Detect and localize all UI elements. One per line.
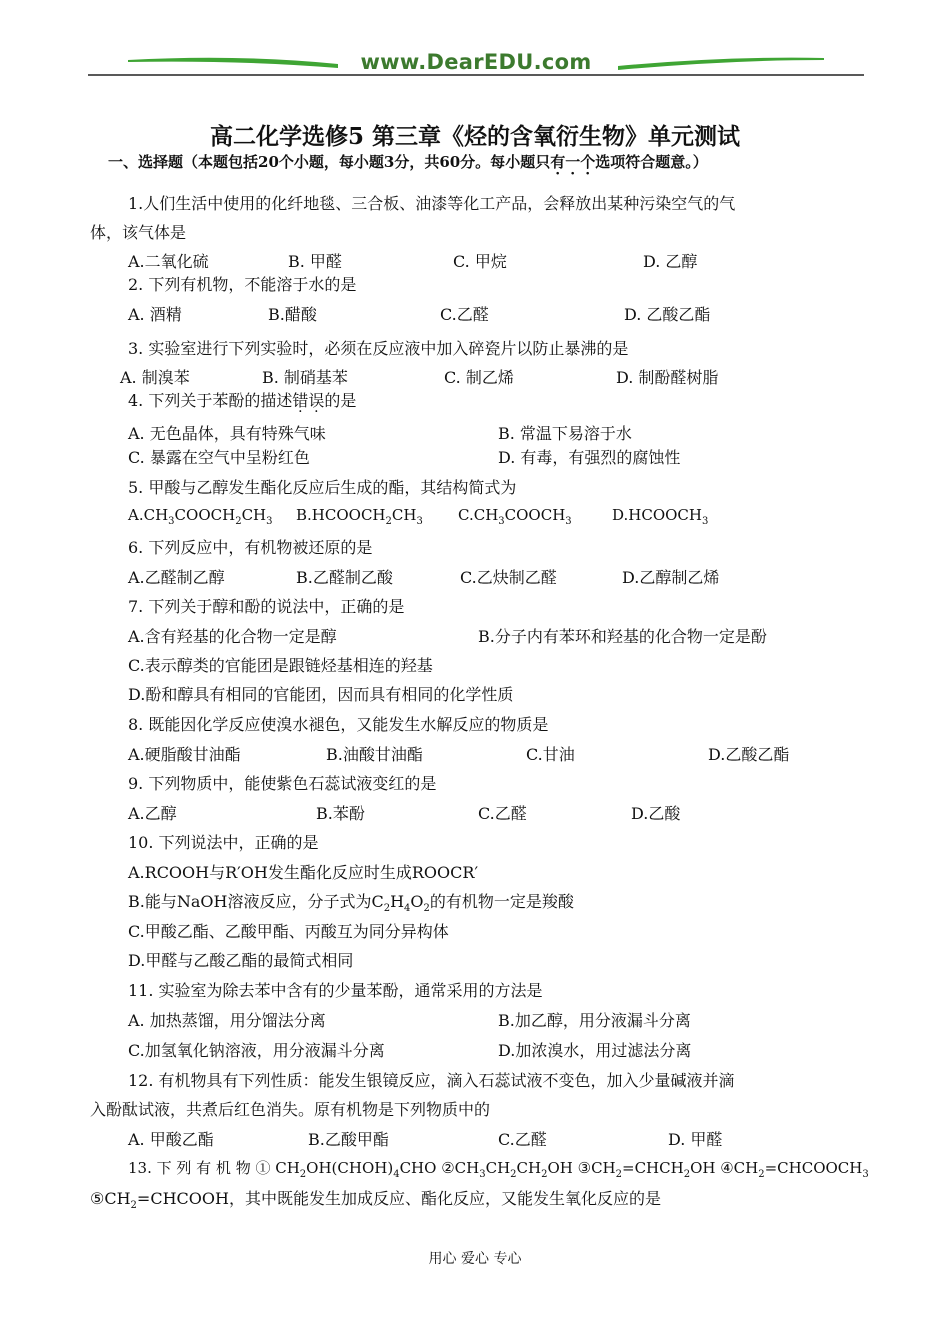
option: C. 暴露在空气中呈粉红色 — [128, 448, 310, 467]
question-3-stem: 3. 实验室进行下列实验时，必须在反应液中加入碎瓷片以防止暴沸的是 — [128, 339, 629, 358]
option: B.醋酸 — [268, 305, 317, 324]
option: B. 常温下易溶于水 — [498, 424, 632, 443]
option: C.乙醛 — [498, 1130, 547, 1149]
option: B. 制硝基苯 — [262, 368, 348, 387]
question-7-option-c: C.表示醇类的官能团是跟链烃基相连的羟基 — [128, 656, 433, 675]
option: B.分子内有苯环和羟基的化合物一定是酚 — [478, 627, 767, 646]
option: D.加浓溴水，用过滤法分离 — [498, 1041, 692, 1060]
option: A. 无色晶体，具有特殊气味 — [128, 424, 326, 443]
option: C.甘油 — [526, 745, 575, 764]
option: A.乙醛制乙醇 — [128, 568, 225, 587]
option: A.乙醇 — [128, 804, 177, 823]
page-header — [88, 48, 864, 80]
question-6-stem: 6. 下列反应中，有机物被还原的是 — [128, 538, 373, 557]
option: B. 甲醛 — [288, 252, 342, 271]
option: C.乙醛 — [478, 804, 527, 823]
question-12-line-2: 入酚酞试液，共煮后红色消失。原有机物是下列物质中的 — [90, 1100, 491, 1119]
option: A. 酒精 — [128, 305, 182, 324]
option: C. 甲烷 — [453, 252, 507, 271]
option: D.乙酸 — [631, 804, 681, 823]
page-title: 高二化学选修5 第三章《烃的含氧衍生物》单元测试 — [209, 123, 740, 150]
question-5-stem: 5. 甲酸与乙醇发生酯化反应后生成的酯，其结构简式为 — [128, 478, 517, 497]
question-1-line-2: 体，该气体是 — [90, 223, 187, 242]
question-2-stem: 2. 下列有机物，不能溶于水的是 — [128, 275, 357, 294]
option: A.含有羟基的化合物一定是醇 — [128, 627, 337, 646]
option: $D.HCOOCH_3$ — [612, 506, 709, 527]
question-9-stem: 9. 下列物质中，能使紫色石蕊试液变红的是 — [128, 774, 437, 793]
question-10-option-d: D.甲醛与乙酸乙酯的最简式相同 — [128, 951, 354, 970]
option: $A.CH_3COOCH_2CH_3$ — [128, 506, 273, 527]
option: B.苯酚 — [316, 804, 365, 823]
option: C. 制乙烯 — [444, 368, 514, 387]
option: D. 甲醛 — [668, 1130, 723, 1149]
option: B.乙醛制乙酸 — [296, 568, 393, 587]
question-10-option-b: B.能与NaOH溶液反应，分子式为$C_2H_4O_2$的有机物一定是羧酸 — [128, 892, 574, 915]
option: D. 乙醇 — [643, 252, 698, 271]
question-7-option-d: D.酚和醇具有相同的官能团，因而具有相同的化学性质 — [128, 685, 514, 704]
option: A.硬脂酸甘油酯 — [128, 745, 241, 764]
option: $B.HCOOCH_2CH_3$ — [296, 506, 423, 527]
option: B.油酸甘油酯 — [326, 745, 423, 764]
question-13-line-1: 13. 下 列 有 机 物 ① $CH_2OH(CHOH)_4CHO$ $②CH_3CH_2CH_2OH$ $③CH_2=CHCH_2OH$ $④CH_2=CHCOOCH_3$ — [128, 1159, 869, 1180]
site-logo: www.DearEDU.com — [360, 50, 592, 74]
question-10-option-c: C.甲酸乙酯、乙酸甲酯、丙酸互为同分异构体 — [128, 922, 449, 941]
option: D. 制酚醛树脂 — [616, 368, 719, 387]
question-10-option-a: A.RCOOH与R′OH发生酯化反应时生成ROOCR′ — [128, 863, 479, 882]
option: A. 加热蒸馏，用分馏法分离 — [128, 1011, 326, 1030]
question-13-line-2: $⑤CH_2=CHCOOH$，其中既能发生加成反应、酯化反应，又能发生氧化反应的是 — [90, 1189, 661, 1212]
question-7-stem: 7. 下列关于醇和酚的说法中，正确的是 — [128, 597, 405, 616]
question-11-stem: 11. 实验室为除去苯中含有的少量苯酚，通常采用的方法是 — [128, 981, 543, 1000]
option: C.乙炔制乙醛 — [460, 568, 557, 587]
question-8-stem: 8. 既能因化学反应使溴水褪色，又能发生水解反应的物质是 — [128, 715, 549, 734]
option: D.乙醇制乙烯 — [622, 568, 720, 587]
option: C.乙醛 — [440, 305, 489, 324]
option: A.二氧化硫 — [128, 252, 209, 271]
option: B.加乙醇，用分液漏斗分离 — [498, 1011, 691, 1030]
option: C.加氢氧化钠溶液，用分液漏斗分离 — [128, 1041, 385, 1060]
option: A. 甲酸乙酯 — [128, 1130, 214, 1149]
option: A. 制溴苯 — [120, 368, 190, 387]
question-1-line-1: 1.人们生活中使用的化纤地毯、三合板、油漆等化工产品，会释放出某种污染空气的气 — [128, 194, 736, 213]
page-footer: 用心 爱心 专心 — [428, 1251, 522, 1267]
option: D. 乙酸乙酯 — [624, 305, 711, 324]
option: B.乙酸甲酯 — [308, 1130, 389, 1149]
question-4-stem: 4. 下列关于苯酚的描述错误的是 — [128, 391, 357, 410]
option: D. 有毒，有强烈的腐蚀性 — [498, 448, 681, 467]
option: $C.CH_3COOCH_3$ — [458, 506, 572, 527]
option: D.乙酸乙酯 — [708, 745, 790, 764]
question-10-stem: 10. 下列说法中，正确的是 — [128, 833, 319, 852]
question-12-line-1: 12. 有机物具有下列性质：能发生银镜反应，滴入石蕊试液不变色，加入少量碱液并滴 — [128, 1071, 735, 1090]
section-heading: 一、选择题（本题包括20个小题，每小题3分，共60分。每小题只有一个选项符合题意。） — [108, 153, 708, 171]
